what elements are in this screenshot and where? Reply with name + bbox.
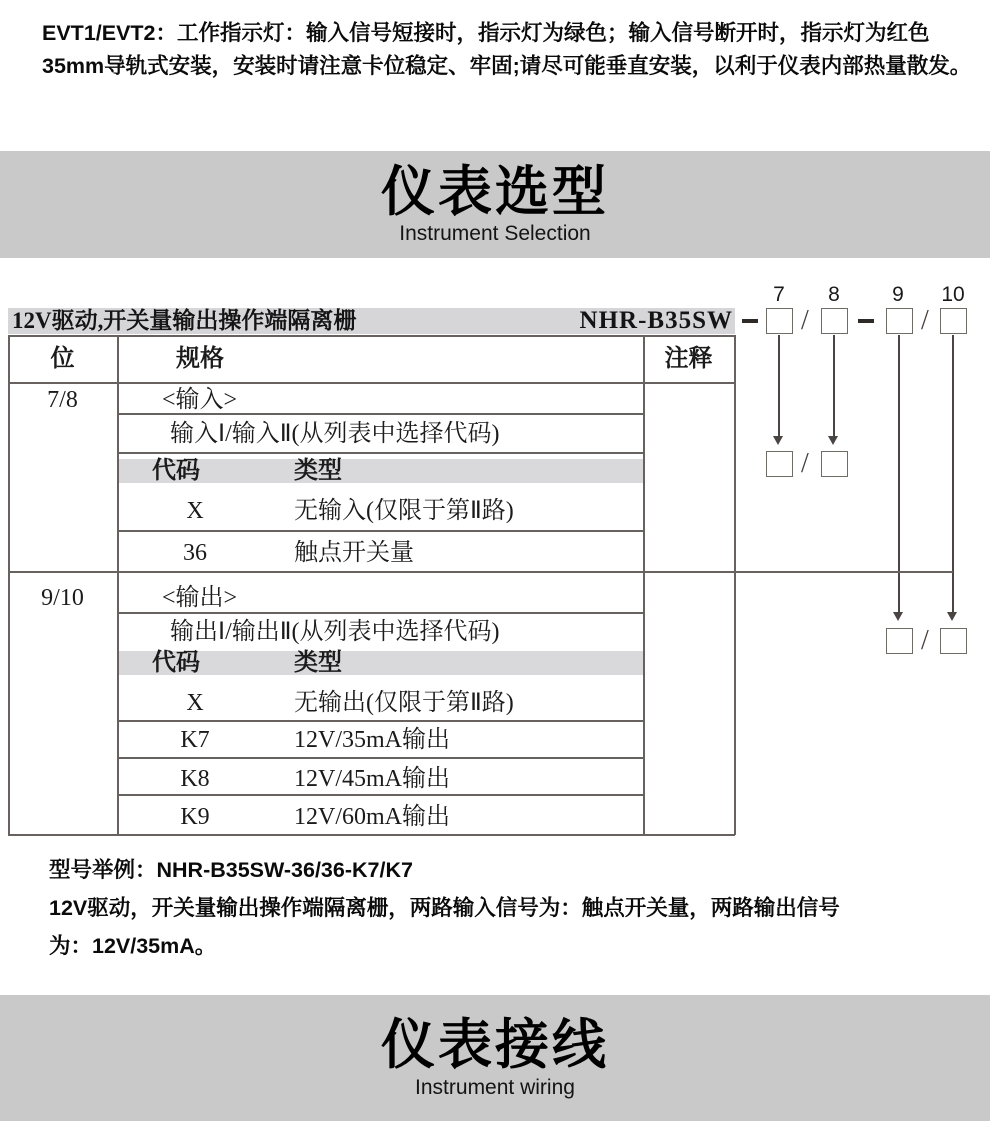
digit-label-7: 7 [773, 283, 785, 306]
row-divider [117, 720, 643, 722]
col-header-position: 位 [50, 346, 75, 372]
code-header: 代码 [152, 458, 200, 484]
position-col-divider [117, 335, 119, 835]
instruction-text: 输入Ⅰ/输入Ⅱ(从列表中选择代码) [170, 421, 500, 447]
example-model-line: 型号举例：NHR-B35SW-36/36-K7/K7 [49, 858, 413, 882]
group-label: <输出> [162, 585, 238, 611]
leader-line-7 [778, 335, 780, 436]
type-cell: 12V/45mA输出 [294, 766, 450, 792]
code-cell: 36 [183, 540, 207, 566]
model-digit-box-7 [766, 308, 793, 334]
type-cell: 无输出(仅限于第Ⅱ路) [294, 690, 514, 716]
group-label: <输入> [162, 387, 238, 413]
wiring-banner-title: 仪表接线 [381, 1015, 609, 1076]
dash-icon [742, 319, 758, 323]
slash-separator: / [921, 305, 929, 336]
row-divider [117, 452, 643, 454]
arrow-down-icon [773, 436, 783, 445]
type-header: 类型 [294, 650, 342, 676]
selection-banner-title: 仪表选型 [381, 161, 609, 222]
dash-icon [858, 319, 874, 323]
digit-label-9: 9 [892, 283, 904, 306]
model-digit-box-8 [821, 308, 848, 334]
code-header: 代码 [152, 650, 200, 676]
col-header-spec: 规格 [176, 346, 224, 372]
code-cell: X [186, 690, 204, 716]
arrow-down-icon [947, 612, 957, 621]
table-right-border [734, 335, 736, 835]
input-code-box-8 [821, 451, 848, 477]
output-code-box-10 [940, 628, 967, 654]
block-divider [8, 571, 953, 573]
row-divider [117, 530, 643, 532]
selection-banner [0, 151, 990, 258]
row-divider [117, 612, 643, 614]
code-cell: K8 [180, 766, 210, 792]
model-digit-box-10 [940, 308, 967, 334]
row-divider [117, 757, 643, 759]
type-cell: 12V/60mA输出 [294, 804, 450, 830]
output-code-box-9 [886, 628, 913, 654]
row-divider [117, 794, 643, 796]
note-col-divider [643, 335, 645, 835]
digit-label-8: 8 [828, 283, 840, 306]
code-cell: K9 [180, 804, 210, 830]
example-desc-line2: 为：12V/35mA。 [49, 934, 217, 958]
arrow-down-icon [893, 612, 903, 621]
code-cell: K7 [180, 727, 210, 753]
type-cell: 触点开关量 [294, 540, 414, 566]
type-header: 类型 [294, 458, 342, 484]
row-divider [117, 413, 643, 415]
model-header-bar [8, 308, 735, 334]
wiring-banner [0, 995, 990, 1121]
digit-label-10: 10 [941, 283, 965, 306]
example-desc-line: 12V驱动，开关量输出操作端隔离栅，两路输入信号为：触点开关量，两路输出信号 [49, 896, 840, 920]
slash-separator: / [801, 305, 809, 336]
col-header-note: 注释 [664, 346, 713, 372]
model-code: NHR-B35SW [579, 307, 733, 334]
intro-line-1: EVT1/EVT2：工作指示灯：输入信号短接时，指示灯为绿色；输入信号断开时，指示灯为红色 [42, 21, 930, 45]
type-cell: 12V/35mA输出 [294, 727, 450, 753]
input-code-box-7 [766, 451, 793, 477]
model-digit-box-9 [886, 308, 913, 334]
type-cell: 无输入(仅限于第Ⅱ路) [294, 498, 514, 524]
wiring-banner-subtitle: Instrument wiring [415, 1075, 575, 1099]
instruction-text: 输出Ⅰ/输出Ⅱ(从列表中选择代码) [170, 619, 500, 645]
leader-line-8 [833, 335, 835, 436]
selection-banner-subtitle: Instrument Selection [399, 222, 591, 246]
intro-line-2: 35mm导轨式安装，安装时请注意卡位稳定、牢固;请尽可能垂直安装，以利于仪表内部热量散发。 [42, 54, 972, 78]
code-cell: X [186, 498, 204, 524]
position-cell: 9/10 [41, 585, 84, 611]
arrow-down-icon [828, 436, 838, 445]
position-cell: 7/8 [47, 387, 78, 413]
slash-separator: / [801, 448, 809, 479]
slash-separator: / [921, 625, 929, 656]
product-description: 12V驱动,开关量输出操作端隔离栅 [12, 308, 357, 333]
